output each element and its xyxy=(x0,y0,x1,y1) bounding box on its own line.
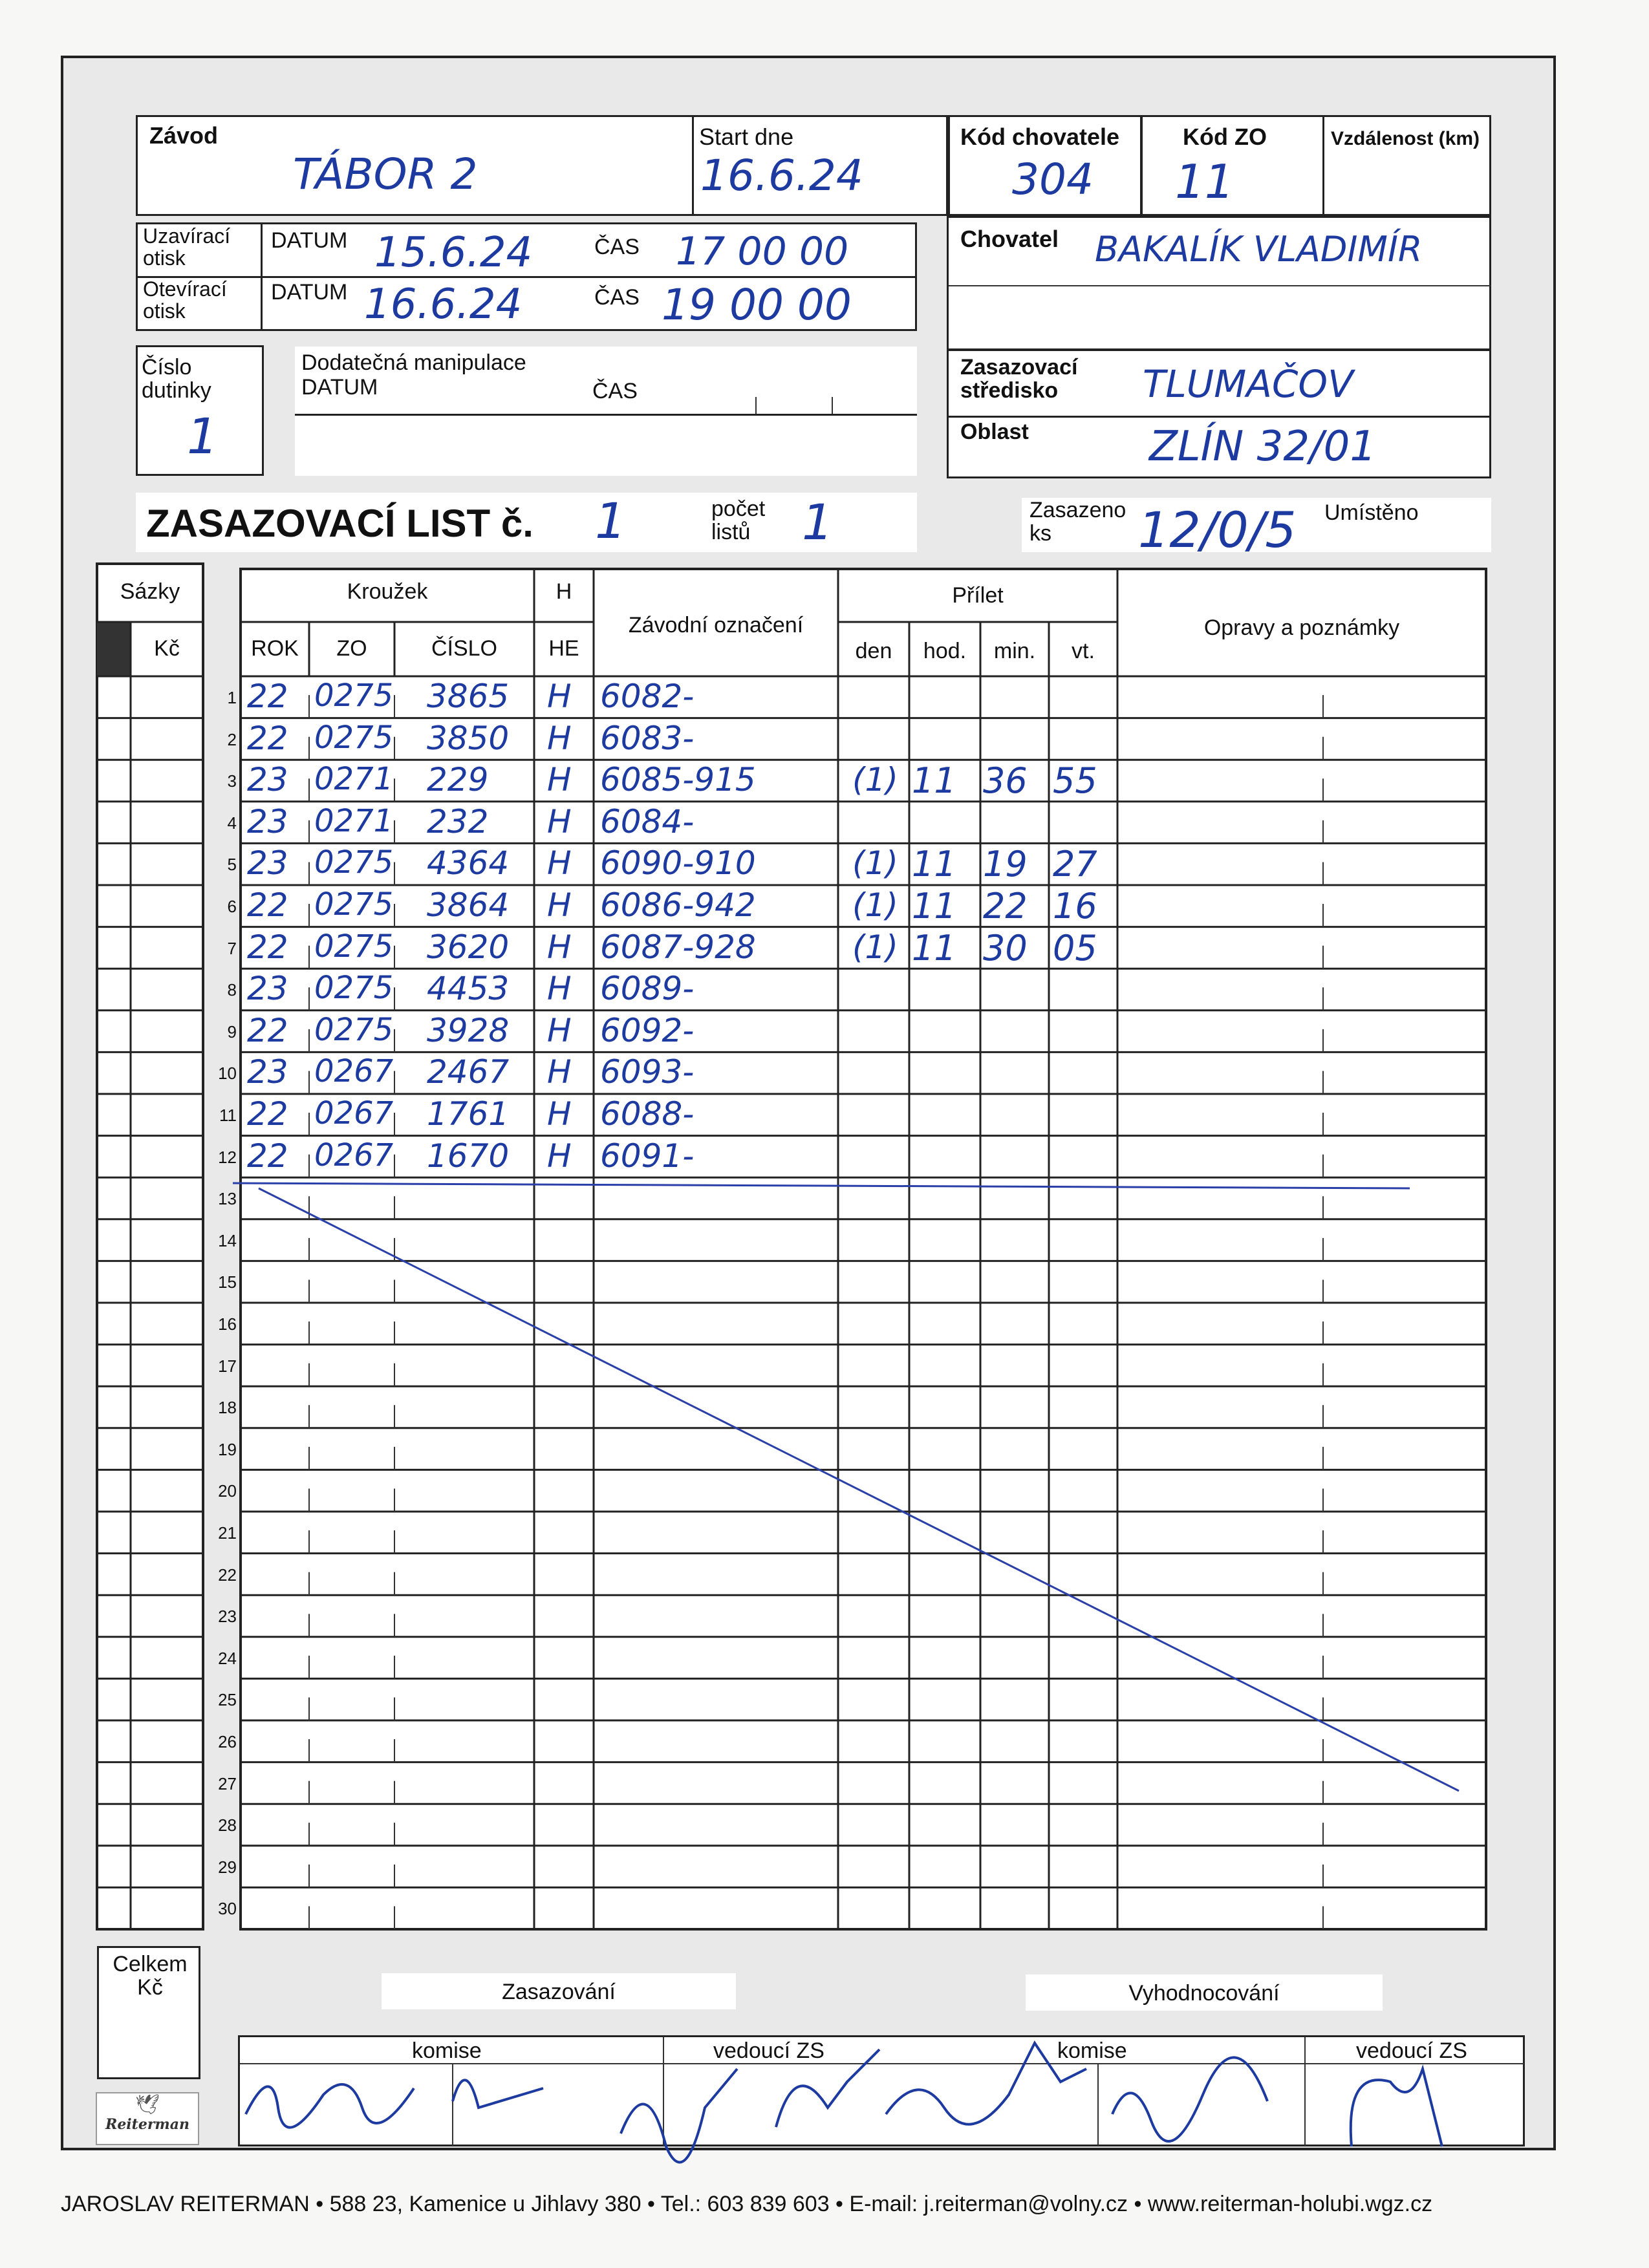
uzav-cas-value: 17 00 00 xyxy=(676,229,849,274)
vedouci-label-2: vedoucí ZS xyxy=(1356,2038,1467,2063)
cell-cislo: 1761 xyxy=(427,1095,510,1133)
cell-h: H xyxy=(547,1095,572,1133)
cell-zavodni: 6083- xyxy=(600,719,695,757)
cell-zavodni: 6088- xyxy=(600,1095,695,1133)
col-kc: Kč xyxy=(154,636,180,661)
row-number: 5 xyxy=(227,855,237,875)
celkem-box xyxy=(97,1946,200,2079)
zasazeno-label: Zasazeno ks xyxy=(1029,498,1126,546)
stredisko-value: TLUMAČOV xyxy=(1143,362,1353,406)
cell-zo: 0271 xyxy=(314,802,394,839)
uzav-datum-label: DATUM xyxy=(271,228,348,253)
komise-label-1: komise xyxy=(412,2038,482,2063)
footer-text: JAROSLAV REITERMAN • 588 23, Kamenice u Jihlavy 380 • Tel.: 603 839 603 • E-mail: j.reiterman@volny.cz • www.reiterman-holubi.wgz.cz xyxy=(61,2192,1433,2216)
col-sazky: Sázky xyxy=(120,579,180,604)
cell-zavodni: 6086-942 xyxy=(600,886,756,924)
cell-zo: 0275 xyxy=(314,719,394,756)
row-number: 27 xyxy=(218,1773,237,1793)
row-number: 17 xyxy=(218,1356,237,1376)
oblast-value: ZLÍN 32/01 xyxy=(1149,423,1377,471)
uzav-cas-label: ČAS xyxy=(594,235,640,259)
cell-zo: 0267 xyxy=(314,1053,394,1090)
cell-zavodni: 6090-910 xyxy=(600,844,756,883)
oteviraci-label: Otevírací otisk xyxy=(143,277,227,323)
cell-rok: 22 xyxy=(247,1095,288,1133)
cell-cislo: 3928 xyxy=(427,1011,510,1049)
pigeon-icon: 🕊 xyxy=(135,2094,160,2115)
vzdalenost-label: Vzdálenost (km) xyxy=(1331,128,1480,149)
cell-cislo: 3850 xyxy=(427,719,510,757)
cell-min: 19 xyxy=(983,844,1028,885)
vyhodnocovani-label-box xyxy=(1026,1974,1383,2011)
start-label: Start dne xyxy=(699,123,794,150)
cell-cislo: 3864 xyxy=(427,886,510,924)
dodatecna-datum-label: DATUM xyxy=(301,375,378,400)
kod-zo-value: 11 xyxy=(1175,155,1234,209)
kod-chovatele-value: 304 xyxy=(1012,155,1094,204)
vedouci-label-1: vedoucí ZS xyxy=(713,2038,824,2063)
col-zo: ZO xyxy=(336,636,367,661)
cell-rok: 23 xyxy=(247,1053,288,1091)
cell-zo: 0271 xyxy=(314,761,394,798)
list-number: 1 xyxy=(595,492,627,550)
cell-hod: 11 xyxy=(912,886,956,926)
cislo-dutinky-value: 1 xyxy=(187,407,219,465)
cell-h: H xyxy=(547,678,572,715)
vyhodnocovani-label: Vyhodnocování xyxy=(1128,1981,1280,2006)
cell-h: H xyxy=(547,719,572,757)
cell-zo: 0275 xyxy=(314,844,394,881)
row-number: 24 xyxy=(218,1648,237,1668)
cell-zo: 0275 xyxy=(314,886,394,923)
row-number: 30 xyxy=(218,1899,237,1919)
pocet-listu-value: 1 xyxy=(802,493,834,551)
otev-cas-label: ČAS xyxy=(594,285,640,310)
uzaviraci-label: Uzavírací otisk xyxy=(143,224,231,270)
cell-h: H xyxy=(547,970,572,1008)
row-number: 8 xyxy=(227,980,237,1000)
reiterman-logo xyxy=(96,2092,199,2145)
row-number: 23 xyxy=(218,1607,237,1627)
row-number: 7 xyxy=(227,938,237,958)
cell-zavodni: 6092- xyxy=(600,1011,695,1049)
zasazovani-label: Zasazování xyxy=(502,1980,616,2004)
start-value: 16.6.24 xyxy=(700,151,863,200)
zavod-label: Závod xyxy=(149,122,219,149)
cell-den: (1) xyxy=(852,886,898,924)
cell-h: H xyxy=(547,886,572,924)
cell-cislo: 1670 xyxy=(427,1137,510,1175)
cell-vt: 55 xyxy=(1053,760,1097,802)
row-number: 11 xyxy=(219,1106,237,1125)
cell-min: 30 xyxy=(983,927,1028,968)
cell-zo: 0275 xyxy=(314,928,394,965)
stredisko-label: Zasazovací středisko xyxy=(960,355,1078,403)
row-number: 15 xyxy=(218,1272,237,1292)
komise-label-2: komise xyxy=(1057,2038,1127,2063)
col-rok: ROK xyxy=(251,636,299,661)
row-number: 12 xyxy=(218,1147,237,1167)
cell-zo: 0275 xyxy=(314,1011,394,1048)
cell-vt: 05 xyxy=(1053,927,1097,968)
row-number: 4 xyxy=(227,813,237,833)
col-opravy: Opravy a poznámky xyxy=(1203,615,1400,640)
cell-h: H xyxy=(547,1053,572,1091)
row-number: 29 xyxy=(218,1857,237,1877)
col-zavodni: Závodní označení xyxy=(628,613,804,637)
otev-datum-label: DATUM xyxy=(271,280,348,305)
cell-rok: 23 xyxy=(247,802,288,840)
oblast-label: Oblast xyxy=(960,420,1029,444)
col-min: min. xyxy=(993,639,1036,663)
cell-rok: 22 xyxy=(247,1011,288,1049)
pocet-listu-label: počet listů xyxy=(711,497,766,544)
row-number: 1 xyxy=(227,688,237,707)
col-he: HE xyxy=(548,636,579,661)
row-number: 2 xyxy=(227,729,237,749)
cell-cislo: 232 xyxy=(427,802,489,840)
row-number: 21 xyxy=(218,1523,237,1543)
cell-cislo: 3865 xyxy=(427,678,510,715)
cell-cislo: 2467 xyxy=(427,1053,510,1091)
row-number: 16 xyxy=(218,1314,237,1334)
cell-rok: 23 xyxy=(247,844,288,883)
col-den: den xyxy=(855,639,892,663)
cell-rok: 22 xyxy=(247,886,288,924)
cell-zavodni: 6089- xyxy=(600,970,695,1008)
dodatecna-cas-label: ČAS xyxy=(592,379,638,403)
cell-rok: 22 xyxy=(247,719,288,757)
zavod-value: TÁBOR 2 xyxy=(293,149,478,199)
otev-cas-value: 19 00 00 xyxy=(662,280,852,330)
cell-cislo: 4453 xyxy=(427,970,510,1008)
cell-zo: 0267 xyxy=(314,1137,394,1173)
cell-rok: 23 xyxy=(247,761,288,799)
row-number: 6 xyxy=(227,897,237,916)
chovatel-label: Chovatel xyxy=(960,226,1059,252)
row-number: 9 xyxy=(227,1022,237,1042)
kod-chovatele-label: Kód chovatele xyxy=(960,123,1120,150)
cell-h: H xyxy=(547,761,572,799)
col-hod: hod. xyxy=(923,639,967,663)
cell-zo: 0275 xyxy=(314,678,394,714)
cell-h: H xyxy=(547,928,572,966)
cell-rok: 22 xyxy=(247,678,288,715)
cell-zavodni: 6082- xyxy=(600,678,695,715)
cislo-dutinky-label: Číslo dutinky xyxy=(142,355,211,403)
col-prilet: Přílet xyxy=(952,583,1004,608)
kod-zo-label: Kód ZO xyxy=(1183,123,1267,150)
cell-den: (1) xyxy=(852,844,898,883)
cell-cislo: 229 xyxy=(427,761,489,799)
list-title: ZASAZOVACÍ LIST č. xyxy=(146,502,534,545)
cell-zavodni: 6093- xyxy=(600,1053,695,1091)
cell-rok: 22 xyxy=(247,1137,288,1175)
umisteno-label: Umístěno xyxy=(1324,500,1419,525)
row-number: 10 xyxy=(218,1064,237,1084)
col-cislo: ČÍSLO xyxy=(431,636,498,661)
row-number: 25 xyxy=(218,1690,237,1710)
cell-vt: 27 xyxy=(1053,844,1097,885)
cell-zavodni: 6087-928 xyxy=(600,928,756,966)
otev-datum-value: 16.6.24 xyxy=(364,281,523,328)
cell-h: H xyxy=(547,1011,572,1049)
uzav-datum-value: 15.6.24 xyxy=(374,229,533,277)
cell-zavodni: 6091- xyxy=(600,1137,695,1175)
cell-h: H xyxy=(547,802,572,840)
row-number: 28 xyxy=(218,1815,237,1835)
cell-hod: 11 xyxy=(912,844,956,885)
col-vt: vt. xyxy=(1072,639,1095,663)
zasazovani-label-box xyxy=(382,1973,736,2009)
cell-zo: 0267 xyxy=(314,1095,394,1131)
chovatel-value: BAKALÍK VLADIMÍR xyxy=(1095,229,1423,270)
row-number: 18 xyxy=(218,1398,237,1418)
cell-rok: 22 xyxy=(247,928,288,966)
cell-den: (1) xyxy=(852,761,898,799)
cell-zavodni: 6084- xyxy=(600,802,695,840)
cell-den: (1) xyxy=(852,928,898,966)
cell-hod: 11 xyxy=(912,927,956,968)
cell-h: H xyxy=(547,1137,572,1175)
cell-cislo: 4364 xyxy=(427,844,510,883)
cell-min: 22 xyxy=(983,886,1028,926)
zasazeno-value: 12/0/5 xyxy=(1138,501,1297,559)
col-h: H xyxy=(555,579,572,604)
cell-h: H xyxy=(547,844,572,883)
row-number: 14 xyxy=(218,1230,237,1250)
col-krouzek: Kroužek xyxy=(347,579,428,604)
row-number: 22 xyxy=(218,1565,237,1585)
signature-box xyxy=(238,2035,1525,2146)
cell-min: 36 xyxy=(983,760,1028,802)
celkem-label: Celkem Kč xyxy=(113,1952,188,2000)
row-number: 13 xyxy=(218,1189,237,1209)
cell-rok: 23 xyxy=(247,970,288,1008)
cell-hod: 11 xyxy=(912,760,956,802)
row-number: 3 xyxy=(227,771,237,791)
cell-zo: 0275 xyxy=(314,970,394,1007)
row-number: 19 xyxy=(218,1439,237,1459)
cell-vt: 16 xyxy=(1053,886,1097,926)
dodatecna-label: Dodatečná manipulace xyxy=(301,350,526,375)
logo-name: Reiterman xyxy=(105,2116,189,2133)
row-number: 20 xyxy=(218,1481,237,1501)
cell-zavodni: 6085-915 xyxy=(600,761,756,799)
cell-cislo: 3620 xyxy=(427,928,510,966)
row-number: 26 xyxy=(218,1732,237,1751)
